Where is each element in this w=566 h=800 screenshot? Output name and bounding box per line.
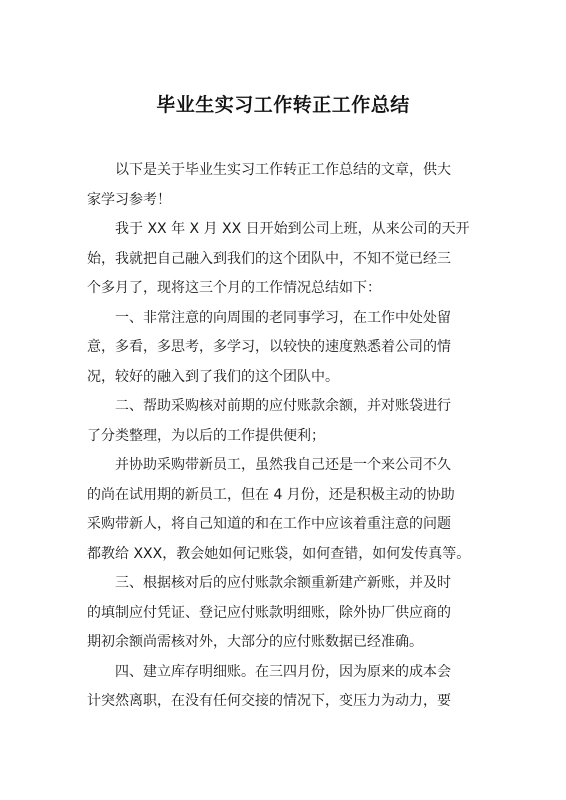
body-line: 家学习参考！ [87,191,171,208]
body-line: 我于 XX 年 X 月 XX 日开始到公司上班，从来公司的天开 [115,221,470,237]
body-line: 采购带新人，将自己知道的和在工作中应该着重注意的问题 [87,516,451,532]
body-line: 一、非常注意的向周围的老同事学习，在工作中处处留 [115,309,451,326]
body-line: 的填制应付凭证、登记应付账款明细账，除外协厂供应商的 [87,604,451,621]
document-title: 毕业生实习工作转正工作总结 [156,94,410,116]
document-body [87,156,482,717]
body-line: 况，较好的融入到了我们的这个团队中。 [87,368,339,385]
body-line: 始，我就把自己融入到我们的这个团队中，不知不觉已经三 [87,250,451,267]
body-line: 个多月了，现将这三个月的工作情况总结如下： [87,280,381,296]
body-line: 四、建立库存明细账。在三四月份，因为原来的成本会 [115,663,451,680]
body-line: 意，多看，多思考，多学习，以较快的速度熟悉着公司的情 [87,339,451,355]
body-line: 二、帮助采购核对前期的应付账款余额，并对账袋进行 [115,398,451,414]
body-line: 都教给 XXX，教会她如何记账袋，如何查错，如何发传真等。 [87,545,471,562]
body-line: 并协助采购带新员工，虽然我自己还是一个来公司不久 [115,457,451,473]
body-line: 以下是关于毕业生实习工作转正工作总结的文章，供大 [115,162,451,178]
body-line: 计突然离职，在没有任何交接的情况下，变压力为动力，要 [87,693,451,709]
body-line: 期初余额尚需核对外，大部分的应付账数据已经准确。 [87,634,423,650]
body-line: 的尚在试用期的新员工，但在 4 月份，还是积极主动的协助 [87,486,455,503]
body-line: 三、根据核对后的应付账款余额重新建产新账，并及时 [115,575,451,591]
body-line: 了分类整理，为以后的工作提供便利； [87,427,325,444]
